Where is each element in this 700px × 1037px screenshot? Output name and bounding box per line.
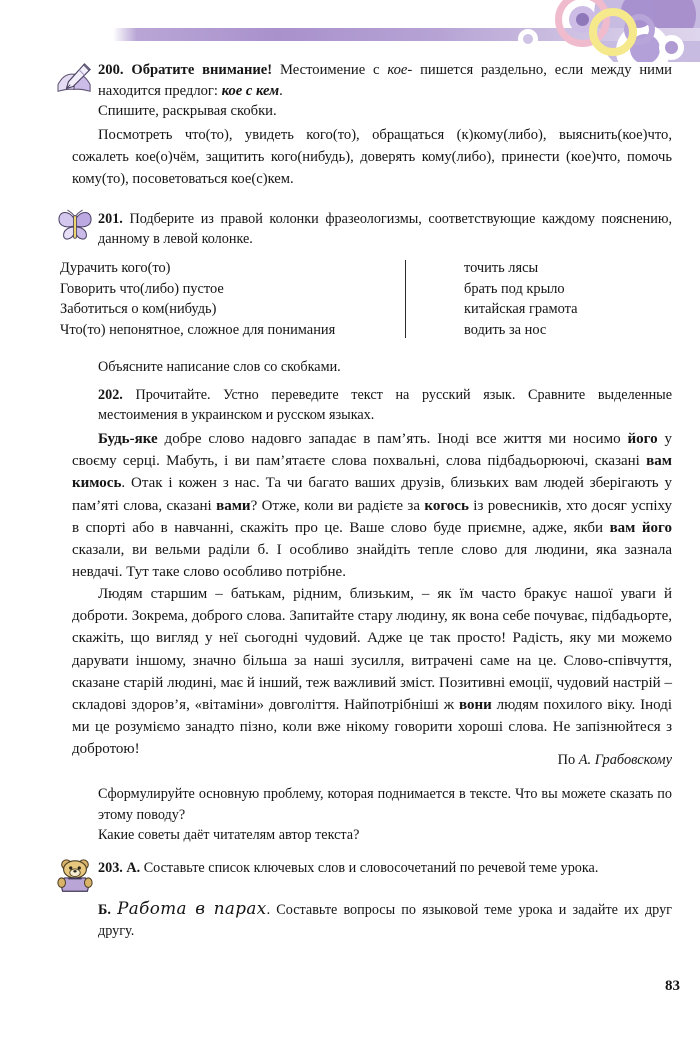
teddy-bear-icon bbox=[56, 858, 94, 896]
exercise-202-task-text: Прочитайте. Устно переведите текст на русский язык. Сравните выделенные местоимения в украинском и русском языках. bbox=[98, 387, 672, 423]
exercise-200-text-b: пишется раздельно, если между ними находится предлог: bbox=[98, 62, 672, 99]
exercise-202-question-2: Какие советы даёт читателям автор текста? bbox=[98, 827, 360, 843]
text-run: . Отак і кожен з нас. Та чи багато ваших друзів, близьких вам людей зберігають у пам’яті слова, сказані bbox=[72, 475, 672, 514]
list-item: водить за нос bbox=[464, 321, 547, 338]
exercise-203 bbox=[98, 858, 672, 879]
highlighted-pronoun: його bbox=[627, 431, 658, 447]
exercise-200-number: 200. bbox=[98, 62, 124, 78]
page-number: 83 bbox=[665, 978, 680, 994]
exercise-203-part-a bbox=[98, 858, 672, 879]
exercise-202-question-1: Сформулируйте основную проблему, которая поднимается в тексте. Что вы можете сказать по этому поводу? bbox=[98, 786, 672, 823]
exercise-200 bbox=[98, 60, 672, 122]
highlighted-pronoun: вони bbox=[459, 697, 492, 714]
highlighted-pronoun: когось bbox=[424, 497, 469, 514]
exercise-201-task-text: Подберите из правой колонки фразеологизмы, соответствующие каждому пояснению, данному в левой колонке. bbox=[98, 211, 672, 247]
exercise-201-followup: Объясните написание слов со скобками. bbox=[98, 359, 341, 375]
open-book-with-pen-icon bbox=[56, 62, 94, 96]
exercise-203-part-b-text: . Составьте вопросы по языковой теме урока и задайте их друг другу. bbox=[98, 902, 672, 939]
exercise-203-part-a-label: А. bbox=[126, 860, 141, 876]
exercise-202-task bbox=[98, 385, 672, 425]
highlighted-pronoun: вами bbox=[216, 497, 251, 514]
list-item: Говорить что(либо) пустое bbox=[60, 280, 224, 297]
exercise-203-number: 203. bbox=[98, 860, 123, 876]
highlighted-pronoun: Будь-яке bbox=[98, 431, 158, 447]
text-run: із ровесників, хто досяг успіху в спорті або в навчанні, скажіть про це. Ваше слово буде приємне, адже, якби bbox=[72, 497, 672, 536]
exercise-202-paragraph-2 bbox=[72, 583, 672, 761]
exercise-202 bbox=[98, 385, 672, 425]
exercise-200-koe: кое- bbox=[387, 62, 413, 78]
butterfly-icon bbox=[56, 209, 94, 243]
highlighted-pronoun: вам його bbox=[609, 519, 672, 536]
text-run: людям похилого віку. Іноді ми це розуміємо занадто пізно, коли вже нікому говорити хороші слова. Не запізнюйтеся з добротою! bbox=[72, 697, 672, 758]
exercise-202-number: 202. bbox=[98, 387, 123, 403]
exercise-203-part-a-text: Составьте список ключевых слов и словосочетаний по речевой теме урока. bbox=[140, 860, 599, 876]
exercise-202-attribution bbox=[72, 750, 672, 770]
text-run: Людям старшим – батькам, рідним, близьким, – як їм часто бракує нашої уваги й доброти. Зокрема, доброго слова. Запитайте стару людину, як вона себе почуває, підбадьорте, скажіть, що вигляд у неї сьогодні чудовий. Адже це так просто! Радість, яку ми можемо дарувати іншому, значно більша за наші зусилля, витрачені саме на це. Слово-співчуття, сказане старій людині, має й інший, теж важливий зміст. Позитивні емоції, чудовий настрій – складові здоров’я, «вітаміни» довголіття. Найпотрібніші ж bbox=[72, 586, 672, 714]
exercise-201-left-column bbox=[60, 258, 405, 340]
list-item: точить лясы bbox=[464, 260, 539, 276]
exercise-200-text-end: . bbox=[279, 82, 283, 99]
exercise-202-paragraph-1 bbox=[72, 428, 672, 583]
exercise-201-right-column bbox=[406, 258, 577, 340]
attribution-author: А. Грабовскому bbox=[578, 752, 672, 768]
list-item: Дурачить кого(то) bbox=[60, 260, 171, 276]
text-run: добре слово надовго западає в пам’ять. Іноді все життя ми носимо bbox=[157, 431, 628, 447]
exercise-200-body: Посмотреть что(то), увидеть кого(то), обращаться (к)кому(либо), выяснить(кое)что, сожалеть кое(о)чём, защитить кого(нибудь), доверять кому(либо), принести (кое)что, помочь кому(то), посоветоваться кое(с)кем. bbox=[72, 127, 672, 187]
exercise-200-attention-label: Обратите внимание! bbox=[131, 62, 273, 78]
exercise-200-example: кое с кем bbox=[221, 82, 280, 99]
exercise-201-number: 201. bbox=[98, 211, 123, 227]
exercise-200-lead bbox=[98, 60, 672, 101]
list-item: брать под крыло bbox=[464, 280, 565, 297]
exercise-203-pair-work-heading: Работа в парах bbox=[117, 898, 267, 918]
text-run: ? Отже, коли ви радієте за bbox=[250, 497, 425, 514]
exercise-203-part-b-label: Б. bbox=[98, 902, 111, 918]
list-item: Что(то) непонятное, сложное для понимания bbox=[60, 321, 336, 338]
exercise-201-task bbox=[98, 209, 672, 249]
exercise-203-part-b bbox=[98, 898, 672, 942]
attribution-prefix: По bbox=[557, 752, 579, 768]
list-item: китайская грамота bbox=[464, 301, 578, 317]
list-item: Заботиться о ком(нибудь) bbox=[60, 301, 217, 317]
exercise-201 bbox=[98, 209, 672, 249]
text-run: у своєму серці. Мабуть, і ви пам’ятаєте слова похвальні, слова підбадьорюючі, сказані bbox=[72, 431, 672, 470]
exercise-201-columns bbox=[60, 258, 672, 340]
highlighted-pronoun: вам кимось bbox=[72, 453, 672, 492]
exercise-200-instruction: Спишите, раскрывая скобки. bbox=[98, 103, 277, 119]
exercise-200-text-a: Местоимение с bbox=[272, 62, 388, 78]
text-run: сказали, ви вельми раділи б. І особливо знайдіть тепле слово для людини, яка зазнала невдачі. Тут таке слово особливо потрібне. bbox=[72, 542, 672, 581]
